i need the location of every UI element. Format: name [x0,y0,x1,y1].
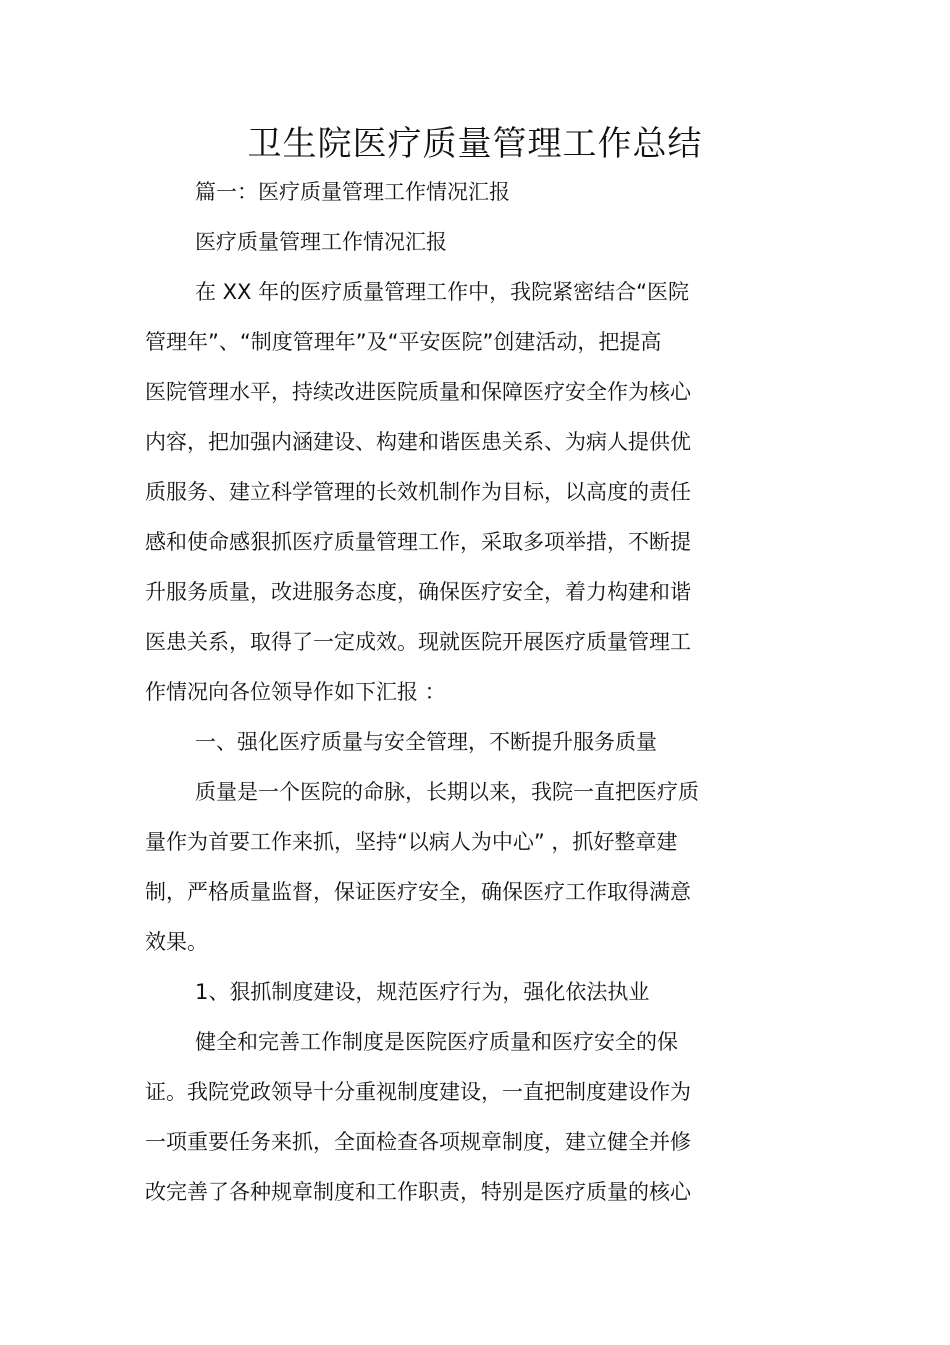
section-heading: 一、强化医疗质量与安全管理，不断提升服务质量 [195,730,657,754]
paragraph-line: 质量是一个医院的命脉，长期以来，我院一直把医疗质 [195,780,699,804]
paragraph-line: 内容，把加强内涵建设、构建和谐医患关系、为病人提供优 [145,430,691,454]
paragraph-line: 升服务质量，改进服务态度，确保医疗安全，着力构建和谐 [145,580,691,604]
paragraph-line: 一项重要任务来抓，全面检查各项规章制度，建立健全并修 [145,1130,691,1154]
paragraph-line: 改完善了各种规章制度和工作职责，特别是医疗质量的核心 [145,1180,691,1204]
paragraph-line: 感和使命感狠抓医疗质量管理工作，采取多项举措，不断提 [145,530,691,554]
paragraph-line: 作情况向各位领导作如下汇报 ： [145,680,446,704]
paragraph-line: 医院管理水平，持续改进医院质量和保障医疗安全作为核心 [145,380,691,404]
paragraph-line: 管理年”、“制度管理年”及“平安医院”创建活动，把提高 [145,330,662,354]
paragraph-line: 医患关系，取得了一定成效。现就医院开展医疗质量管理工 [145,630,691,654]
paragraph-line: 在 XX 年的医疗质量管理工作中，我院紧密结合“医院 [195,280,690,304]
paragraph-line: 篇一：医疗质量管理工作情况汇报 [195,180,510,204]
paragraph-line: 量作为首要工作来抓，坚持“以病人为中心” ，抓好整章建 [145,830,678,854]
paragraph-line: 效果。 [145,930,208,954]
paragraph-line: 健全和完善工作制度是医院医疗质量和医疗安全的保 [195,1030,678,1054]
paragraph-line: 证。我院党政领导十分重视制度建设，一直把制度建设作为 [145,1080,691,1104]
subsection-heading: 1、狠抓制度建设，规范医疗行为，强化依法执业 [195,980,650,1004]
document-title: 卫生院医疗质量管理工作总结 [247,124,703,164]
paragraph-line: 医疗质量管理工作情况汇报 [195,230,447,254]
paragraph-line: 质服务、建立科学管理的长效机制作为目标，以高度的责任 [145,480,691,504]
paragraph-line: 制，严格质量监督，保证医疗安全，确保医疗工作取得满意 [145,880,691,904]
